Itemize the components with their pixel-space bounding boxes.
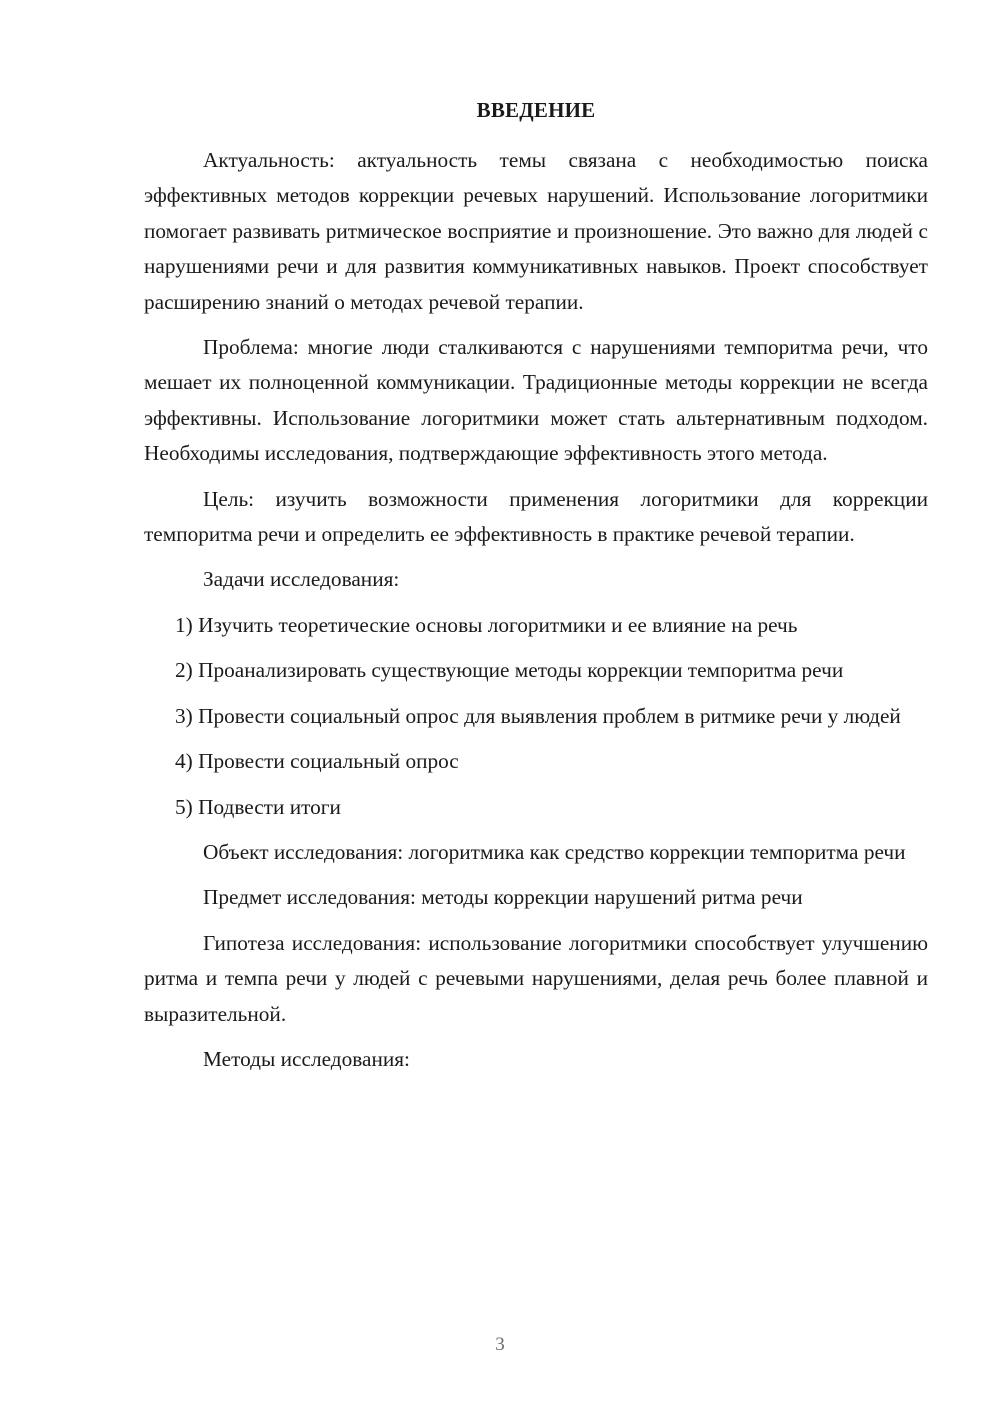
paragraph-object: Объект исследования: логоритмика как средство коррекции темпоритма речи [203,839,906,864]
task-item-4: 4) Провести социальный опрос [175,749,459,774]
paragraph-problem: Проблема: многие люди сталкиваются с нарушениями темпоритма речи, что мешает их полноценной коммуникации. Традиционные методы коррекции не всегда эффективны. Использование логоритмики может стать альтернативным подходом. Необходимы исследования, подтверждающие эффективность этого метода. [144,335,928,466]
task-item-1: 1) Изучить теоретические основы логоритмики и ее влияние на речь [175,612,798,637]
paragraph-subject: Предмет исследования: методы коррекции нарушений ритма речи [203,885,803,910]
paragraph-goal: Цель: изучить возможности применения логоритмики для коррекции темпоритма речи и определить ее эффективность в практике речевой терапии. [144,486,928,547]
paragraph-hypothesis: Гипотеза исследования: использование логоритмики способствует улучшению ритма и темпа речи у людей с речевыми нарушениями, делая речь более плавной и выразительной. [144,930,928,1026]
task-item-3: 3) Провести социальный опрос для выявления проблем в ритмике речи у людей [175,703,901,728]
task-item-2: 2) Проанализировать существующие методы коррекции темпоритма речи [175,658,844,683]
page-number: 3 [495,1334,505,1355]
document-page [144,92,928,1087]
task-item-5: 5) Подвести итоги [175,794,341,819]
paragraph-relevance: Актуальность: актуальность темы связана с необходимостью поиска эффективных методов коррекции речевых нарушений. Использование логоритмики помогает развивать ритмическое восприятие и произношение. Это важно для людей с нарушениями речи и для развития коммуникативных навыков. Проект способствует расширению знаний о методах речевой терапии. [144,148,928,314]
page-title: ВВЕДЕНИЕ [476,98,596,122]
paragraph-tasks-heading: Задачи исследования: [203,567,400,592]
paragraph-methods: Методы исследования: [203,1046,410,1071]
